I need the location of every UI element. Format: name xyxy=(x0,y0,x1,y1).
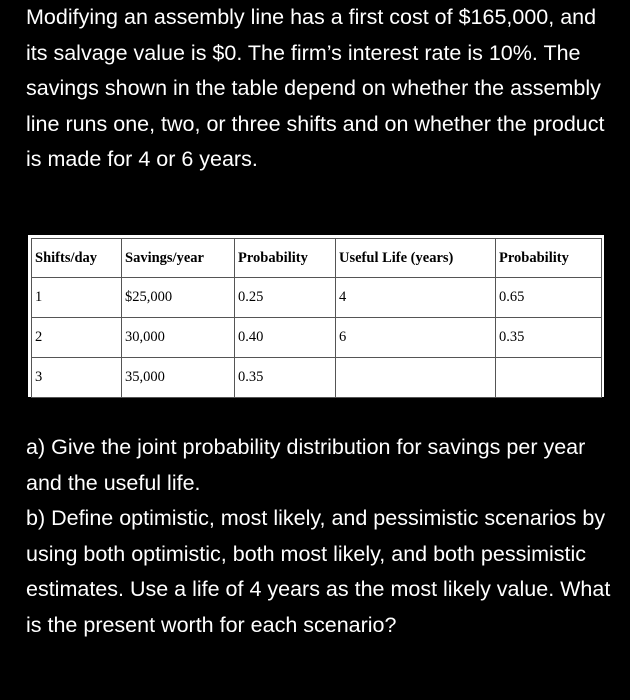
data-table-container xyxy=(28,235,604,397)
header-shifts-per-day: Shifts/day xyxy=(32,239,122,278)
cell-useful-life: 4 xyxy=(336,278,496,318)
cell-life-probability xyxy=(496,358,602,398)
cell-shifts: 1 xyxy=(32,278,122,318)
table-row xyxy=(32,318,602,358)
table-row xyxy=(32,358,602,398)
problem-intro: Modifying an assembly line has a first cost of $165,000, and its salvage value is $0. The firm’s interest rate is 10%. The savings shown in the table depend on whether the assembly line runs one, two, or three shifts and on whether the product is made for 4 or 6 years. xyxy=(26,5,605,171)
questions-block xyxy=(26,430,616,643)
header-useful-life: Useful Life (years) xyxy=(336,239,496,278)
header-life-probability: Probability xyxy=(496,239,602,278)
cell-shifts: 3 xyxy=(32,358,122,398)
cell-life-probability: 0.35 xyxy=(496,318,602,358)
header-savings-probability: Probability xyxy=(235,239,336,278)
table-header-row xyxy=(32,239,602,278)
question-a: a) Give the joint probability distribution for savings per year and the useful life. xyxy=(26,435,586,495)
question-b: b) Define optimistic, most likely, and pessimistic scenarios by using both optimistic, both most likely, and both pessimistic estimates. Use a life of 4 years as the most likely value. What is the present worth for each scenario? xyxy=(26,506,611,637)
table-row xyxy=(32,278,602,318)
cell-savings-probability: 0.35 xyxy=(235,358,336,398)
cell-useful-life xyxy=(336,358,496,398)
cell-savings: $25,000 xyxy=(122,278,235,318)
cell-savings-probability: 0.40 xyxy=(235,318,336,358)
cell-life-probability: 0.65 xyxy=(496,278,602,318)
cell-savings: 30,000 xyxy=(122,318,235,358)
header-savings-per-year: Savings/year xyxy=(122,239,235,278)
cell-savings-probability: 0.25 xyxy=(235,278,336,318)
cell-shifts: 2 xyxy=(32,318,122,358)
cell-useful-life: 6 xyxy=(336,318,496,358)
cell-savings: 35,000 xyxy=(122,358,235,398)
savings-table xyxy=(31,238,602,398)
